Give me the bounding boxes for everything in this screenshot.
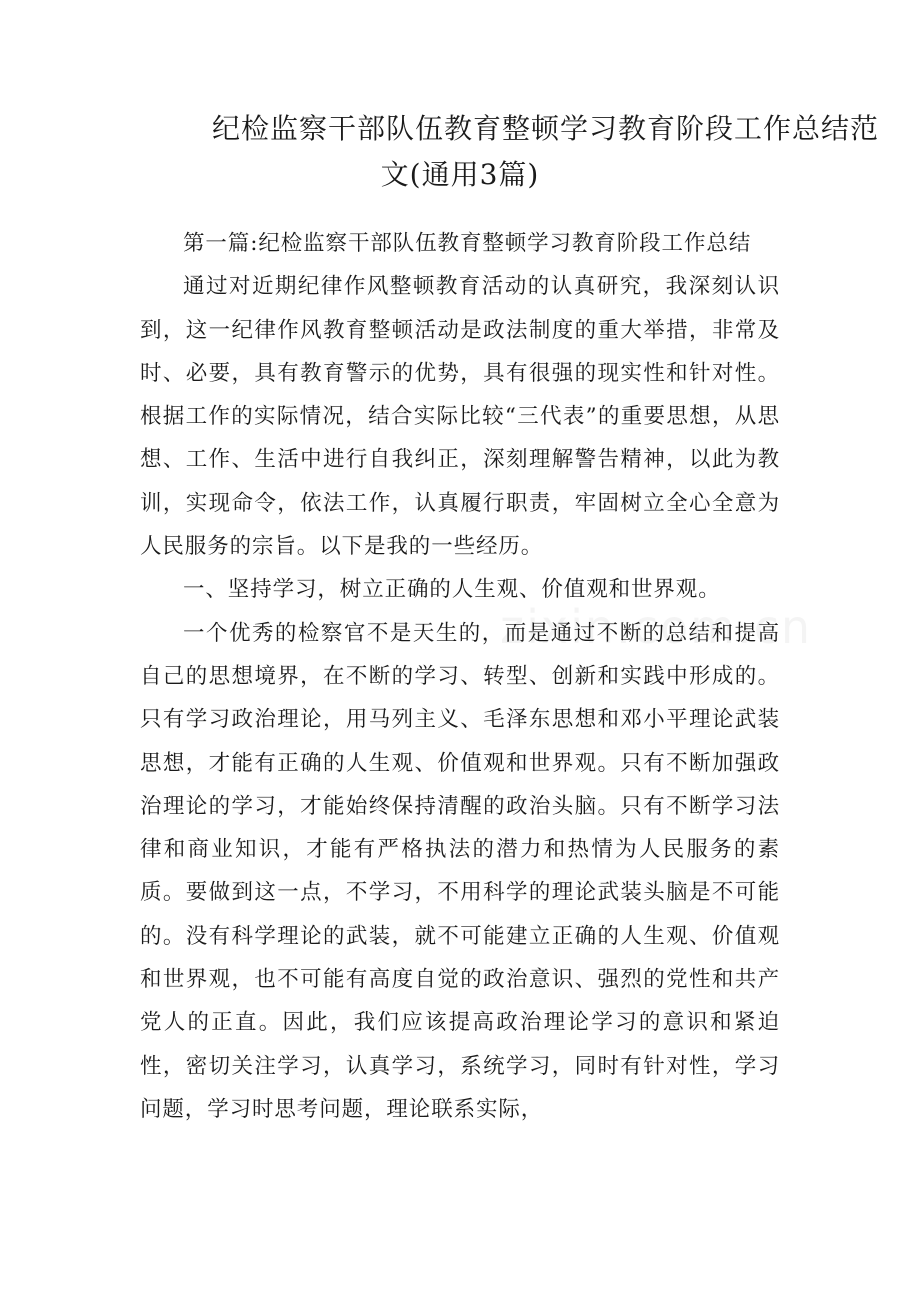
paragraph: 通过对近期纪律作风整顿教育活动的认真研究，我深刻认识到，这一纪律作风教育整顿活动是政法制度的重大举措，非常及时、必要，具有教育警示的优势，具有很强的现实性和针对性。根据工作的实际情况，结合实际比较“三代表”的重要思想，从思想、工作、生活中进行自我纠正，深刻理解警告精神，以此为教训，实现命令，依法工作，认真履行职责，牢固树立全心全意为人民服务的宗旨。以下是我的一些经历。 [140, 274, 780, 560]
document-body [140, 222, 780, 1131]
section-heading: 第一篇:纪检监察干部队伍教育整顿学习教育阶段工作总结 [183, 231, 752, 256]
subsection-heading: 一、坚持学习，树立正确的人生观、价值观和世界观。 [183, 577, 721, 603]
paragraph: 一个优秀的检察官不是天生的，而是通过不断的总结和提高自己的思想境界，在不断的学习、转型、创新和实践中形成的。只有学习政治理论，用马列主义、毛泽东思想和邓小平理论武装思想，才能有正确的人生观、价值观和世界观。只有不断加强政治理论的学习，才能始终保持清醒的政治头脑。只有不断学习法律和商业知识，才能有严格执法的潜力和热情为人民服务的素质。要做到这一点，不学习，不用科学的理论武装头脑是不可能的。没有科学理论的武装，就不可能建立正确的人生观、价值观和世界观，也不可能有高度自觉的政治意识、强烈的党性和共产党人的正直。因此，我们应该提高政治理论学习的意识和紧迫性，密切关注学习，认真学习，系统学习，同时有针对性，学习问题，学习时思考问题，理论联系实际， [140, 620, 780, 1122]
document-title-line-2: 文(通用3篇) [380, 158, 540, 191]
document-title-line-1: 纪检监察干部队伍教育整顿学习教育阶段工作总结范 [212, 112, 880, 145]
